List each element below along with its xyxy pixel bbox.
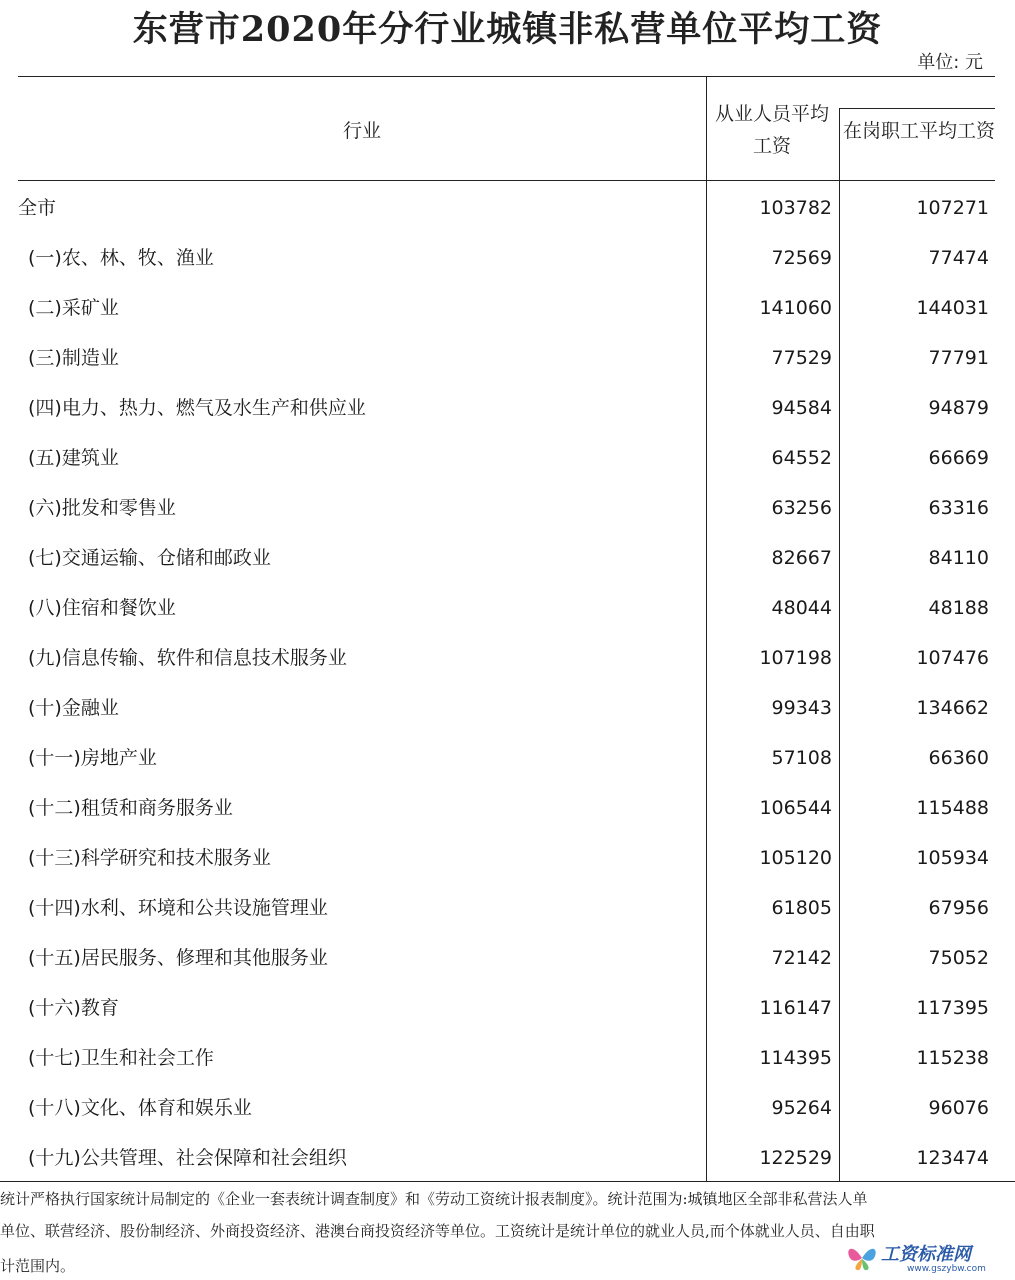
footnote-line-1: 统计严格执行国家统计局制定的《企业一套表统计调查制度》和《劳动工资统计报表制度》。统计范围为:城镇地区全部非私营法人单 — [0, 1190, 868, 1208]
industry-name: (六)批发和零售业 — [28, 497, 176, 519]
onpost-avg-value: 115488 — [916, 797, 989, 819]
header-bottom-rule — [18, 180, 995, 181]
employee-avg-value: 103782 — [759, 197, 832, 219]
industry-name: (七)交通运输、仓储和邮政业 — [28, 547, 271, 569]
onpost-avg-value: 96076 — [928, 1097, 989, 1119]
onpost-avg-value: 123474 — [916, 1147, 989, 1169]
employee-avg-value: 114395 — [759, 1047, 832, 1069]
onpost-avg-value: 77791 — [928, 347, 989, 369]
unit-label: 单位: 元 — [917, 52, 983, 73]
table-row — [0, 233, 1015, 283]
employee-avg-value: 64552 — [771, 447, 832, 469]
employee-avg-value: 95264 — [771, 1097, 832, 1119]
table-row — [0, 983, 1015, 1033]
employee-avg-value: 107198 — [759, 647, 832, 669]
onpost-avg-value: 105934 — [916, 847, 989, 869]
industry-name: (四)电力、热力、燃气及水生产和供应业 — [28, 397, 366, 419]
industry-name: (十五)居民服务、修理和其他服务业 — [28, 947, 328, 969]
table-row — [0, 883, 1015, 933]
table-row — [0, 533, 1015, 583]
butterfly-logo-icon — [845, 1240, 879, 1274]
employee-avg-value: 122529 — [759, 1147, 832, 1169]
employee-avg-value: 72142 — [771, 947, 832, 969]
employee-avg-value: 63256 — [771, 497, 832, 519]
table-top-rule — [18, 76, 995, 77]
onpost-avg-value: 66669 — [928, 447, 989, 469]
onpost-avg-value: 107271 — [916, 197, 989, 219]
onpost-avg-value: 134662 — [916, 697, 989, 719]
industry-name: (十七)卫生和社会工作 — [28, 1047, 214, 1069]
employee-avg-value: 116147 — [759, 997, 832, 1019]
employee-avg-value: 106544 — [759, 797, 832, 819]
column-header-onpost-avg: 在岗职工平均工资 — [843, 120, 996, 142]
industry-name: 全市 — [18, 197, 57, 219]
table-row — [0, 433, 1015, 483]
onpost-avg-value: 63316 — [928, 497, 989, 519]
industry-name: (五)建筑业 — [28, 447, 119, 469]
watermark-logo — [845, 1236, 1015, 1280]
table-row — [0, 933, 1015, 983]
employee-avg-value: 72569 — [771, 247, 832, 269]
table-row — [0, 383, 1015, 433]
employee-avg-value: 99343 — [771, 697, 832, 719]
onpost-avg-value: 94879 — [928, 397, 989, 419]
onpost-avg-value: 115238 — [916, 1047, 989, 1069]
table-row — [0, 733, 1015, 783]
industry-name: (十三)科学研究和技术服务业 — [28, 847, 271, 869]
onpost-avg-value: 66360 — [928, 747, 989, 769]
onpost-avg-value: 144031 — [916, 297, 989, 319]
onpost-avg-value: 107476 — [916, 647, 989, 669]
watermark-brand: 工资标准网 — [881, 1244, 971, 1265]
onpost-avg-value: 75052 — [928, 947, 989, 969]
employee-avg-value: 94584 — [771, 397, 832, 419]
table-row — [0, 1083, 1015, 1133]
page-title: 东营市2020年分行业城镇非私营单位平均工资 — [132, 9, 883, 50]
industry-name: (一)农、林、牧、渔业 — [28, 247, 214, 269]
onpost-avg-value: 84110 — [928, 547, 989, 569]
employee-avg-value: 57108 — [771, 747, 832, 769]
onpost-avg-value: 67956 — [928, 897, 989, 919]
employee-avg-value: 105120 — [759, 847, 832, 869]
table-row — [0, 183, 1015, 233]
table-row — [0, 1033, 1015, 1083]
column-header-industry: 行业 — [342, 120, 381, 142]
table-row — [0, 683, 1015, 733]
industry-name: (二)采矿业 — [28, 297, 119, 319]
onpost-avg-value: 117395 — [916, 997, 989, 1019]
watermark-url: www.gszybw.com — [907, 1264, 986, 1274]
industry-name: (三)制造业 — [28, 347, 119, 369]
footnote-line-3: 计范围内。 — [0, 1257, 76, 1275]
industry-name: (十一)房地产业 — [28, 747, 157, 769]
table-row — [0, 333, 1015, 383]
employee-avg-value: 141060 — [759, 297, 832, 319]
onpost-avg-value: 48188 — [928, 597, 989, 619]
table-row — [0, 1133, 1015, 1183]
employee-avg-value: 61805 — [771, 897, 832, 919]
table-row — [0, 283, 1015, 333]
industry-name: (十九)公共管理、社会保障和社会组织 — [28, 1147, 347, 1169]
onpost-avg-value: 77474 — [928, 247, 989, 269]
table-row — [0, 633, 1015, 683]
subheader-rule — [839, 108, 995, 109]
industry-name: (十)金融业 — [28, 697, 119, 719]
table-row — [0, 833, 1015, 883]
industry-name: (十二)租赁和商务服务业 — [28, 797, 233, 819]
industry-name: (十八)文化、体育和娱乐业 — [28, 1097, 252, 1119]
table-row — [0, 583, 1015, 633]
industry-name: (十六)教育 — [28, 997, 119, 1019]
employee-avg-value: 77529 — [771, 347, 832, 369]
industry-name: (八)住宿和餐饮业 — [28, 597, 176, 619]
employee-avg-value: 82667 — [771, 547, 832, 569]
footnote-line-2: 单位、联营经济、股份制经济、外商投资经济、港澳台商投资经济等单位。工资统计是统计单位的就业人员,而个体就业人员、自由职 — [0, 1222, 875, 1240]
table-row — [0, 483, 1015, 533]
column-header-employee-avg: 从业人员平均工资 — [714, 103, 829, 157]
industry-name: (十四)水利、环境和公共设施管理业 — [28, 897, 328, 919]
employee-avg-value: 48044 — [771, 597, 832, 619]
table-row — [0, 783, 1015, 833]
industry-name: (九)信息传输、软件和信息技术服务业 — [28, 647, 347, 669]
